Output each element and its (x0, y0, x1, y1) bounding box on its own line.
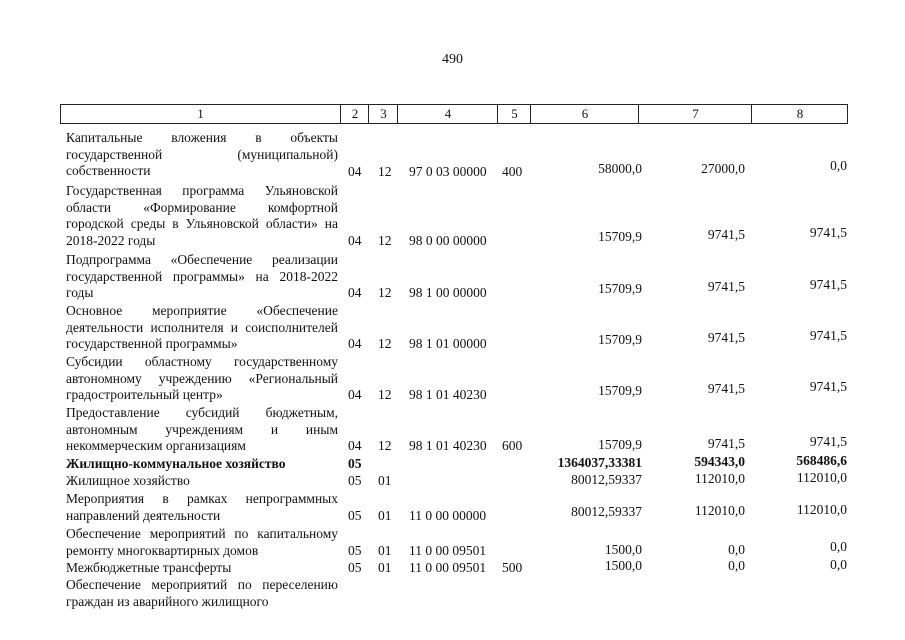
cell-amount-col6: 1364037,33381 (557, 455, 642, 470)
header-col-3: 3 (368, 105, 398, 123)
row-description: Государственная программа Ульяновской области «Формирование комфортной городской среды в Ульяновской области» на 2018-2022 годы (66, 183, 338, 248)
cell-subsection: 01 (378, 473, 392, 488)
row-description: Межбюджетные трансферты (66, 560, 232, 575)
cell-target-code: 11 0 00 00000 (409, 508, 487, 523)
row-description: Обеспечение мероприятий по капитальному ремонту многоквартирных домов (66, 526, 338, 558)
cell-section: 05 (348, 508, 362, 523)
cell-amount-col6: 15709,9 (598, 281, 642, 296)
row-description: Предоставление субсидий бюджетным, автономным учреждениям и иным некоммерческим организациям (66, 405, 338, 453)
header-col-1: 1 (197, 106, 204, 121)
cell-subsection: 01 (378, 543, 392, 558)
cell-section: 05 (348, 456, 362, 471)
cell-subsection: 12 (378, 164, 392, 179)
cell-subsection: 12 (378, 438, 392, 453)
cell-amount-col7: 9741,5 (707, 279, 745, 294)
cell-amount-col7: 0,0 (728, 542, 745, 557)
cell-amount-col7: 112010,0 (694, 503, 745, 518)
row-description: Основное мероприятие «Обеспечение деятельности исполнителя и соисполнителей государственной программы» (66, 303, 338, 351)
cell-amount-col7: 112010,0 (694, 471, 745, 486)
cell-section: 05 (348, 543, 362, 558)
cell-subsection: 12 (378, 233, 392, 248)
row-description: Мероприятия в рамках непрограммных направлений деятельности (66, 491, 338, 523)
cell-amount-col8: 0,0 (830, 557, 847, 572)
cell-target-code: 98 1 00 00000 (409, 285, 487, 300)
cell-amount-col8: 9741,5 (809, 434, 847, 449)
cell-target-code: 98 1 01 40230 (409, 438, 487, 453)
cell-amount-col7: 9741,5 (707, 330, 745, 345)
cell-target-code: 98 1 01 40230 (409, 387, 487, 402)
cell-amount-col6: 58000,0 (598, 161, 642, 176)
cell-amount-col8: 9741,5 (809, 328, 847, 343)
cell-section: 04 (348, 387, 362, 402)
cell-target-code: 11 0 00 09501 (409, 543, 487, 558)
cell-amount-col8: 0,0 (830, 539, 847, 554)
cell-target-code: 98 1 01 00000 (409, 336, 487, 351)
header-col-4: 4 (397, 105, 498, 123)
cell-amount-col6: 80012,59337 (571, 472, 642, 487)
cell-amount-col6: 1500,0 (604, 558, 642, 573)
cell-amount-col7: 9741,5 (707, 436, 745, 451)
cell-amount-col7: 27000,0 (701, 161, 745, 176)
cell-section: 04 (348, 336, 362, 351)
cell-subsection: 01 (378, 560, 392, 575)
page-number: 490 (442, 52, 463, 67)
cell-section: 04 (348, 164, 362, 179)
cell-amount-col8: 112010,0 (796, 502, 847, 517)
header-col-8: 8 (751, 105, 848, 123)
cell-amount-col8: 9741,5 (809, 379, 847, 394)
cell-amount-col6: 15709,9 (598, 229, 642, 244)
row-description: Обеспечение мероприятий по переселению граждан из аварийного жилищного (66, 577, 338, 609)
cell-amount-col6: 15709,9 (598, 437, 642, 452)
cell-subsection: 01 (378, 508, 392, 523)
row-description: Капитальные вложения в объекты государственной (муниципальной) собственности (66, 130, 338, 178)
row-description: Жилищное хозяйство (66, 473, 190, 488)
header-col-6: 6 (530, 105, 639, 123)
cell-amount-col8: 9741,5 (809, 225, 847, 240)
header-col-7: 7 (638, 105, 752, 123)
header-col-5: 5 (497, 105, 531, 123)
cell-amount-col8: 0,0 (830, 158, 847, 173)
cell-expense-type: 500 (502, 560, 523, 575)
cell-amount-col8: 9741,5 (809, 277, 847, 292)
cell-target-code: 98 0 00 00000 (409, 233, 487, 248)
cell-subsection: 12 (378, 387, 392, 402)
cell-amount-col6: 1500,0 (604, 542, 642, 557)
cell-subsection: 12 (378, 285, 392, 300)
row-description: Подпрограмма «Обеспечение реализации государственной программы» на 2018-2022 годы (66, 252, 338, 300)
cell-amount-col7: 0,0 (728, 558, 745, 573)
cell-amount-col7: 9741,5 (707, 227, 745, 242)
cell-target-code: 97 0 03 00000 (409, 164, 487, 179)
cell-section: 04 (348, 233, 362, 248)
row-description: Субсидии областному государственному автономному учреждению «Региональный градостроительный центр» (66, 354, 338, 402)
cell-expense-type: 600 (502, 438, 523, 453)
cell-section: 04 (348, 285, 362, 300)
table-header-row (60, 104, 848, 124)
cell-expense-type: 400 (502, 164, 523, 179)
cell-section: 05 (348, 560, 362, 575)
cell-amount-col6: 15709,9 (598, 332, 642, 347)
cell-section: 04 (348, 438, 362, 453)
cell-subsection: 12 (378, 336, 392, 351)
cell-amount-col8: 112010,0 (796, 470, 847, 485)
row-description: Жилищно-коммунальное хозяйство (66, 456, 286, 471)
cell-amount-col6: 80012,59337 (571, 504, 642, 519)
cell-amount-col8: 568486,6 (796, 453, 847, 468)
cell-target-code: 11 0 00 09501 (409, 560, 487, 575)
cell-amount-col7: 594343,0 (694, 454, 745, 469)
header-col-2: 2 (340, 105, 369, 123)
cell-amount-col7: 9741,5 (707, 381, 745, 396)
cell-amount-col6: 15709,9 (598, 383, 642, 398)
cell-section: 05 (348, 473, 362, 488)
